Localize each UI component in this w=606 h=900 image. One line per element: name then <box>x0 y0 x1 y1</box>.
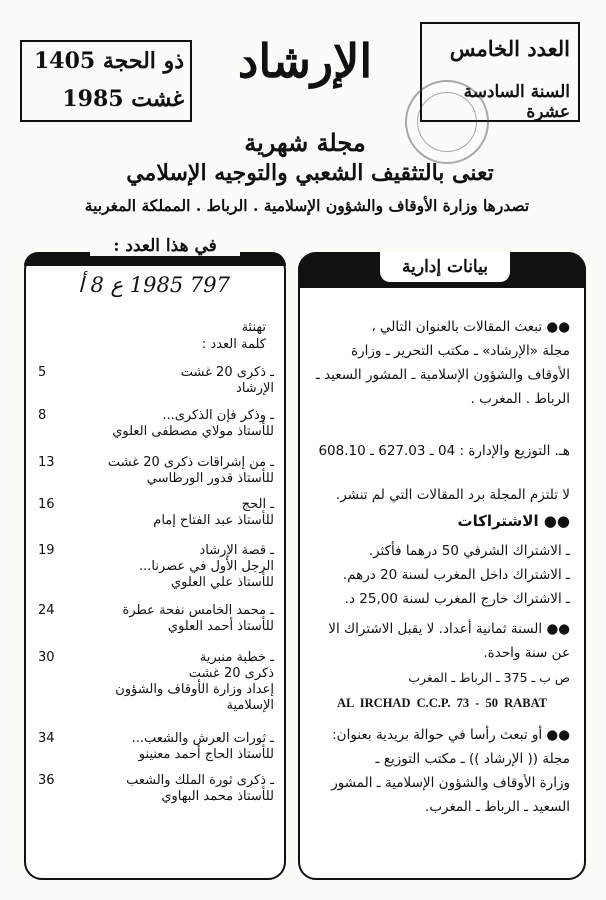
contents-item-line: إعداد وزارة الأوقاف والشؤون <box>115 682 274 697</box>
contents-item-text <box>64 731 274 763</box>
contents-page-number: 8 <box>38 408 47 423</box>
issue-number: العدد الخامس <box>449 36 570 61</box>
gregorian-date: غشت 1985 <box>62 86 184 112</box>
contents-item-line: الرجل الأول في عصرنا... <box>138 559 274 574</box>
contents-item-title: ـ الحج <box>241 497 274 512</box>
contents-item-line: للأستاذ عبد الفتاح إمام <box>153 513 274 528</box>
contents-intro-2: كلمة العدد : <box>201 337 266 352</box>
contents-item-text <box>64 365 274 397</box>
contents-item <box>38 455 274 487</box>
issue-year: السنة السادسة عشرة <box>463 82 570 122</box>
contents-item-text <box>64 773 274 805</box>
admin-note: لا تلتزم المجلة برد المقالات التي لم تنشر. <box>335 487 570 503</box>
admin-heading: بيانات إدارية <box>380 252 510 282</box>
year-note-2: عن سنة واحدة. <box>483 645 570 661</box>
contents-item-line: الإرشاد <box>236 381 274 396</box>
contents-item-title: ـ ثورات العرش والشعب... <box>131 731 274 746</box>
admin-p1-1: ●● تبعث المقالات بالعنوان التالي ، <box>371 319 570 335</box>
year-note-1: ●● السنة ثمانية أعداد. لا يقبل الاشتراك الا <box>328 621 570 637</box>
admin-p2-2: مجلة (( الإرشاد )) ـ مكتب التوزيع ـ <box>375 751 570 767</box>
contents-item-line: للأستاذ محمد البهاوي <box>161 789 274 804</box>
contents-item-line: للأستاذ الحاج أحمد معنينو <box>138 747 274 762</box>
contents-item-title: ـ وذكر فإن الذكرى... <box>162 408 274 423</box>
contents-item-line: للأستاذ قدور الورطاسي <box>146 471 274 486</box>
admin-p2-1: ●● أو تبعث رأسا في حوالة بريدية بعنوان: <box>332 727 570 743</box>
admin-p1-3: الأوقاف والشؤون الإسلامية ـ المشور السعيد ـ <box>315 367 570 383</box>
subscriptions-title: ●● الاشتراكات <box>457 512 570 530</box>
contents-page-number: 19 <box>38 543 55 558</box>
contents-item-line: ذكرى 20 غشت <box>188 666 274 681</box>
contents-page-number: 24 <box>38 603 55 618</box>
contents-item-text <box>64 497 274 529</box>
contents-item-title: ـ ذكرى ثورة الملك والشعب <box>126 773 274 788</box>
contents-item <box>38 773 274 805</box>
contents-page-number: 13 <box>38 455 55 470</box>
contents-item-line: للأستاذ مولاي مصطفى العلوي <box>112 424 274 439</box>
ccp-line: AL IRCHAD C.C.P. 73 - 50 RABAT <box>336 696 548 710</box>
subscription-2: ـ الاشتراك داخل المغرب لسنة 20 درهم. <box>342 567 570 583</box>
admin-p1-4: الرباط . المغرب . <box>470 391 570 407</box>
tagline: تعنى بالتثقيف الشعبي والتوجيه الإسلامي <box>126 160 494 186</box>
contents-page-number: 5 <box>38 365 47 380</box>
contents-item-line: للأستاذ أحمد العلوي <box>167 619 274 634</box>
contents-item-title: ـ من إشراقات ذكرى 20 غشت <box>107 455 274 470</box>
contents-page-number: 34 <box>38 731 55 746</box>
admin-phone: هـ. التوزيع والإدارة : 04 ـ 627.03 ـ 608.10 <box>318 443 570 459</box>
contents-item-title: ـ قصة الإرشاد <box>199 543 274 558</box>
hijri-date: ذو الحجة 1405 <box>34 48 184 74</box>
admin-p2-3: وزارة الأوقاف والشؤون الإسلامية ـ المشور <box>331 775 570 791</box>
magazine-title: الإرشاد <box>237 34 373 88</box>
date-box <box>20 40 192 122</box>
contents-heading: في هذا العدد : <box>90 236 240 256</box>
contents-item-title: ـ محمد الخامس نفحة عطرة <box>122 603 274 618</box>
publisher-line: تصدرها وزارة الأوقاف والشؤون الإسلامية . الرباط . المملكة المغربية <box>84 196 530 215</box>
subscription-1: ـ الاشتراك الشرفي 50 درهما فأكثر. <box>368 543 570 559</box>
contents-page-number: 30 <box>38 650 55 665</box>
subtitle: مجلة شهرية <box>244 128 366 157</box>
contents-item-line: الإسلامية <box>226 698 274 713</box>
handwritten-note: 797 1985 ع 8 أ <box>77 273 230 297</box>
contents-item-text <box>64 603 274 635</box>
admin-text <box>298 0 586 900</box>
contents-item <box>38 408 274 440</box>
contents-item <box>38 543 274 591</box>
contents-item-title: ـ خطبة منبرية <box>199 650 274 665</box>
contents-item <box>38 650 274 714</box>
admin-p2-4: السعيد ـ الرباط ـ المغرب. <box>425 799 570 815</box>
contents-item-text <box>64 543 274 591</box>
contents-item <box>38 603 274 635</box>
contents-item-line: للأستاذ علي العلوي <box>171 575 274 590</box>
contents-page-number: 36 <box>38 773 55 788</box>
contents-item-text <box>64 650 274 714</box>
contents-item-text <box>64 455 274 487</box>
contents-item <box>38 497 274 529</box>
contents-item <box>38 365 274 397</box>
admin-p1-2: مجلة «الإرشاد» ـ مكتب التحرير ـ وزارة <box>351 343 570 359</box>
contents-page-number: 16 <box>38 497 55 512</box>
contents-intro-1: تهنئة <box>241 320 266 335</box>
contents-item <box>38 731 274 763</box>
po-box: ص ب ـ 375 ـ الرباط ـ المغرب <box>408 670 570 685</box>
contents-item-text <box>64 408 274 440</box>
contents-item-title: ـ ذكرى 20 غشت <box>180 365 274 380</box>
subscription-3: ـ الاشتراك خارج المغرب لسنة 25,00 د. <box>344 591 570 607</box>
